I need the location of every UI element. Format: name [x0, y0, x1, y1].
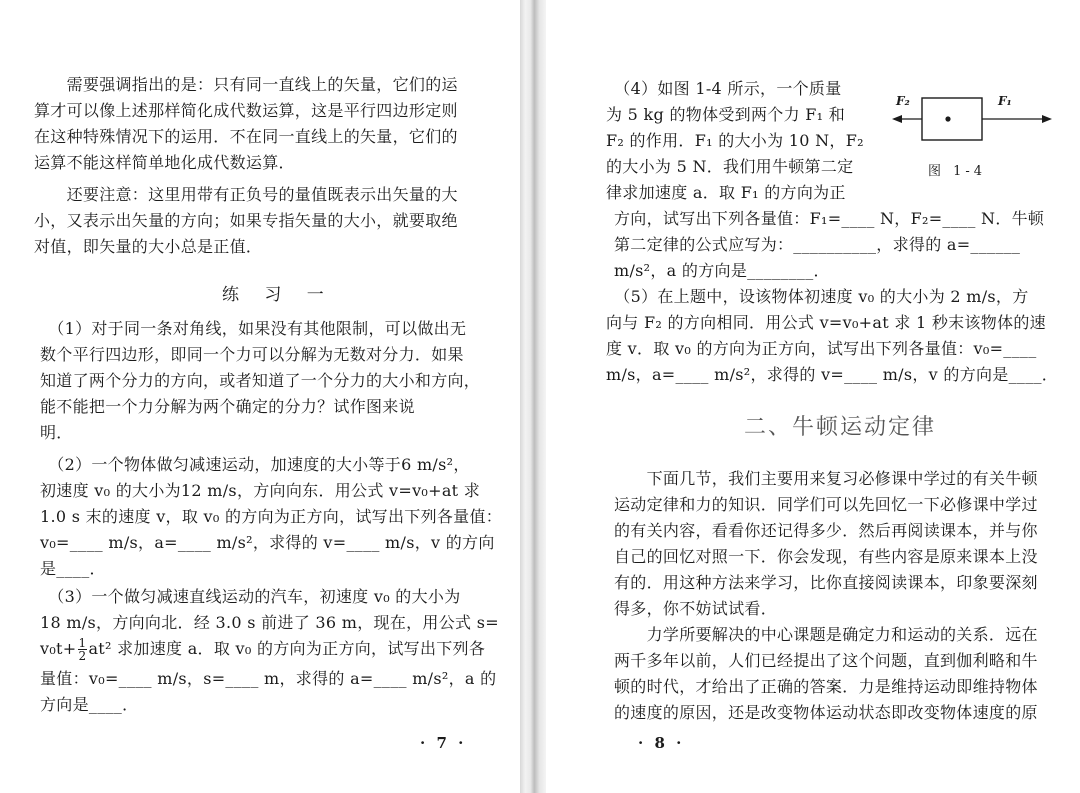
text-line: （5）在上题中，设该物体初速度 v₀ 的大小为 2 m/s，方 [606, 287, 1029, 306]
text-line: 自己的回忆对照一下．你会发现，有些内容是原来课本上没 [614, 547, 1038, 566]
text-line: 初速度 v₀ 的大小为12 m/s，方向向东．用公式 v=v₀+at 求 [40, 481, 481, 500]
text-line: 为 5 kg 的物体受到两个力 F₁ 和 [606, 105, 846, 124]
formula-prefix: v₀t+ [40, 639, 77, 658]
text-line: 18 m/s，方向向北．经 3.0 s 前进了 36 m，现在，用公式 s= [40, 613, 499, 632]
text-line: F₂ 的作用．F₁ 的大小为 10 N，F₂ [606, 131, 864, 150]
fraction-one-half [78, 637, 88, 662]
page-number: · 7 · [420, 734, 467, 752]
f1-label: F₁ [998, 94, 1012, 108]
text-line: 需要强调指出的是：只有同一直线上的矢量，它们的运 [34, 75, 458, 94]
text-line: 能不能把一个力分解为两个确定的分力？试作图来说 [40, 397, 415, 416]
text-line: 是____． [40, 559, 106, 578]
page-number: · 8 · [638, 734, 685, 752]
text-line: 在这种特殊情况下的运用．不在同一直线上的矢量，它们的 [34, 127, 458, 146]
f2-arrowhead [892, 115, 902, 123]
text-line: 小，又表示出矢量的方向；如果专指矢量的大小，就要取绝 [34, 211, 458, 230]
section-title: 二、牛顿运动定律 [744, 415, 937, 440]
text-line: 度 v．取 v₀ 的方向为正方向，试写出下列各量值：v₀=____ [606, 339, 1037, 358]
text-line: 向与 F₂ 的方向相同．用公式 v=v₀+at 求 1 秒末该物体的速 [606, 313, 1046, 332]
text-line: （4）如图 1-4 所示，一个质量 [606, 79, 842, 98]
text-line: 知道了两个分力的方向，或者知道了一个分力的大小和方向， [40, 371, 481, 390]
question-4 [606, 76, 876, 206]
text-line: 算才可以像上述那样简化成代数运算，这是平行四边形定则 [34, 101, 458, 120]
exercise-heading: 练 习 一 [222, 285, 334, 305]
text-line: 还要注意：这里用带有正负号的量值既表示出矢量的大 [34, 185, 458, 204]
block-object [922, 98, 982, 140]
intro-paragraph-2 [34, 182, 492, 260]
question-4-continued [614, 206, 1060, 284]
intro-paragraph-1 [34, 72, 492, 176]
question-3 [40, 584, 499, 718]
formula-line [40, 636, 486, 666]
text-line: v₀=____ m/s，a=____ m/s²，求得的 v=____ m/s，v 的方向 [40, 533, 495, 552]
text-line: m/s²，a 的方向是________． [614, 261, 830, 280]
fraction-numerator: 1 [78, 636, 87, 650]
body-paragraph-2 [614, 622, 1060, 726]
text-line: 两千多年以前，人们已经提出了这个问题，直到伽利略和牛 [614, 651, 1038, 670]
book-gutter [520, 0, 546, 793]
text-line: 量值：v₀=____ m/s，s=____ m，求得的 a=____ m/s²，a 的 [40, 669, 497, 688]
text-line: 方向是____． [40, 695, 139, 714]
figure-1-4 [890, 92, 1056, 150]
f2-label: F₂ [896, 94, 910, 108]
text-line: 力学所要解决的中心课题是确定力和运动的关系．远在 [614, 625, 1038, 644]
text-line: 运算不能这样简单地化成代数运算． [34, 153, 295, 172]
text-line: 第二定律的公式应写为：__________，求得的 a=______ [614, 235, 1021, 254]
text-line: 的有关内容，看看你还记得多少．然后再阅读课本，并与你 [614, 521, 1038, 540]
left-page [0, 0, 520, 793]
figure-caption: 图 1-4 [928, 164, 987, 179]
text-line: 明． [40, 423, 73, 442]
f1-arrowhead [1042, 115, 1052, 123]
right-page [546, 0, 1080, 793]
text-line: 1.0 s 末的速度 v，取 v₀ 的方向为正方向，试写出下列各量值： [40, 507, 503, 526]
text-line: 下面几节，我们主要用来复习必修课中学过的有关牛顿 [614, 469, 1038, 488]
question-2 [40, 452, 503, 582]
text-line: m/s，a=____ m/s²，求得的 v=____ m/s，v 的方向是____． [606, 365, 1059, 384]
text-line: （3）一个做匀减速直线运动的汽车，初速度 v₀ 的大小为 [40, 587, 461, 606]
fraction-denominator: 2 [78, 649, 87, 663]
text-line: （1）对于同一条对角线，如果没有其他限制，可以做出无 [40, 319, 467, 338]
text-line: （2）一个物体做匀减速运动，加速度的大小等于6 m/s²， [40, 455, 470, 474]
body-paragraph-1 [614, 466, 1060, 622]
text-line: 得多，你不妨试试看． [614, 599, 778, 618]
text-line: 顿的时代，才给出了正确的答案．力是维持运动即维持物体 [614, 677, 1038, 696]
text-line: 数个平行四边形，即同一个力可以分解为无数对分力．如果 [40, 345, 464, 364]
text-line: 运动定律和力的知识．同学们可以先回忆一下必修课中学过 [614, 495, 1038, 514]
text-line: 的速度的原因，还是改变物体运动状态即改变物体速度的原 [614, 703, 1038, 722]
question-1 [40, 316, 480, 446]
text-line: 律求加速度 a．取 F₁ 的方向为正 [606, 183, 846, 202]
formula-suffix: at² 求加速度 a．取 v₀ 的方向为正方向，试写出下列各 [88, 639, 486, 658]
force-diagram [890, 92, 1056, 150]
text-line: 的大小为 5 N．我们用牛顿第二定 [606, 157, 854, 176]
text-line: 对值，即矢量的大小总是正值． [34, 237, 263, 256]
question-5 [606, 284, 1060, 388]
text-line: 方向，试写出下列各量值：F₁=____ N，F₂=____ N．牛顿 [614, 209, 1045, 228]
center-point [945, 116, 950, 121]
text-line: 有的．用这种方法来学习，比你直接阅读课本，印象要深刻 [614, 573, 1038, 592]
